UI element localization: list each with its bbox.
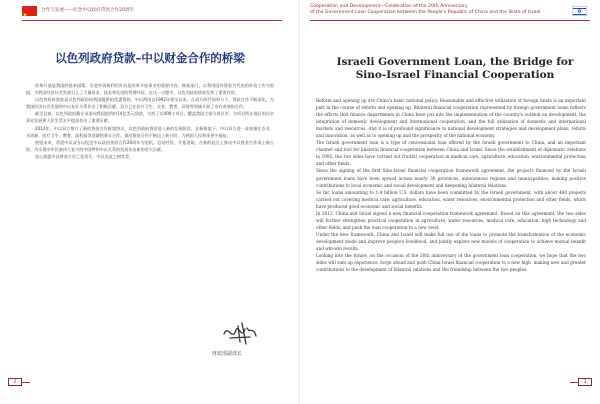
paragraph: The Israeli government loan is a type of concessional loan offered by the Israeli government to China, and an important channel and tool for bilateral financial cooperation between China and Israel. Since the establishment of diplomatic relations in 1992, the two sides have carried out fruitful cooperation in medical care, agriculture, education, environmental protection and other fields. <box>316 140 586 167</box>
right-page <box>300 0 600 404</box>
paragraph: In 2012, China and Israel signed a new financial cooperation framework agreement. Based on this agreement, the two sides will further strengthen practical cooperation in agriculture, water resources, medical care, education, high technology and other fields, and push the loan cooperation to a new level. <box>316 210 586 230</box>
paragraph: 展望未来，希望中以双方以纪念中以政府贷款合作20周年为契机，总结经验，开拓进取，在新的起点上推动中以财金合作再上新台阶，为实现中华民族伟大复兴的中国梦和中以关系的发展作出新的更大贡献。 <box>26 139 274 152</box>
page-title-en: Israeli Government Loan, the Bridge for Sino-Israel Financial Cooperation <box>336 56 574 81</box>
paragraph: 2012年，中以双方签订了新的贷款合作框架协议，以色列政府贷款进入新的发展阶段。在新框架下，中以双方进一步加强在农业、水资源、医疗卫生、教育、高科技等领域的务实合作，推动贷款合作不断迈上新台阶，为两国人民带来更多福祉。 <box>26 125 274 138</box>
paragraph: Looking into the future, on the occasion of the 20th anniversary of the government loan cooperation, we hope that the two sides will sum up experience, forge ahead and push China-Israel financial cooperation to a new high, making new and greater contributions to the development of bilateral relations and the friendship between the two peoples. <box>316 253 586 273</box>
paragraph: 截至目前，以色列政府累计承诺向我国提供约14亿美元贷款，支持了近400个项目，覆盖我国大部分省区市，为项目所在地区的社会事业发展和人民生活水平提高作出了重要贡献。 <box>26 111 274 124</box>
header-rule <box>310 20 590 21</box>
signature-icon <box>220 320 260 346</box>
paragraph: 以色列政府贷款是以色列政府向我国提供的优惠贷款。中以两国自1992年建交以来，在双方的共同努力下，贷款合作不断深化，为我国经济社会发展和中以友好关系作出了积极贡献，双方已在医疗卫生、农业、教育、环保等领域开展了卓有成效的合作。 <box>26 97 274 110</box>
paragraph: Reform and opening up are China's basic national policy. Reasonable and effective utilization of foreign funds is an important part in the course of reform and opening up. Bilateral financial cooperation represented by foreign government loans reflects the efforts that finance departments in China have put into the implementation of the country's outlook on development, the integration of domestic development and international cooperation, and the full utilization of domestic and international markets and resources. And it is of profound significance to national development strategies and development plans, reform and innovation, as well as to opening up and the prosperity of the national economy. <box>316 98 586 139</box>
header-rule <box>22 20 282 21</box>
page-number: 3 <box>578 378 592 386</box>
israel-flag-icon <box>572 6 587 16</box>
body-text-cn <box>26 82 274 160</box>
body-text-en <box>316 97 586 273</box>
paragraph: 衷心祝愿中以财金合作之花常开，中以友谊之树常青。 <box>35 153 134 159</box>
page-number: 2 <box>8 378 22 386</box>
china-flag-icon <box>22 6 37 16</box>
running-header-en: Cooperation and Development—Celebration of the 20th Anniversary of the Government Loan Cooperation between the People's Republic of China and the State of Israel <box>310 4 541 15</box>
paragraph: Under the new framework, China and Israel will make full use of the loans to promote the transformation of the economic development mode and improve people's livelihood, and jointly explore new models of cooperation to achieve mutual benefit and win-win results. <box>316 231 586 251</box>
paragraph: So far, loans amounting to 1.4 billion U.S. dollars have been committed by the Israeli government, with about 400 projects carried out covering medical care, agriculture, education, water resources, environmental protection and other fields, which have produced good economic and social benefits. <box>316 189 586 209</box>
footer-rule <box>570 382 578 383</box>
footer-rule <box>22 382 30 383</box>
paragraph: Since the signing of the first Sino-Israel financial cooperation framework agreement, the projects financed by the Israeli government loans have been spread across nearly 30 provinces, autonomous regions and municipalities, making positive contributions to local economic and social development and deepening bilateral relations. <box>316 168 586 188</box>
paragraph: 改革开放是我国的基本国策，引进外资和利用外资是改革开放事业的重要内容。财政部门，以利用国外贷款为代表的外资工作为契机，为我国经济社会发展引入了大量资金、技术和先进的管理经验，在这一过程中，以色列政府贷款发挥了重要作用。 <box>26 83 274 96</box>
running-header-cn: 合作与发展——纪念中以政府贷款合作20周年 <box>41 8 135 13</box>
signature-title: 财政部副部长 <box>212 351 243 357</box>
page-title-cn: 以色列政府贷款–中以财金合作的桥梁 <box>55 51 245 65</box>
